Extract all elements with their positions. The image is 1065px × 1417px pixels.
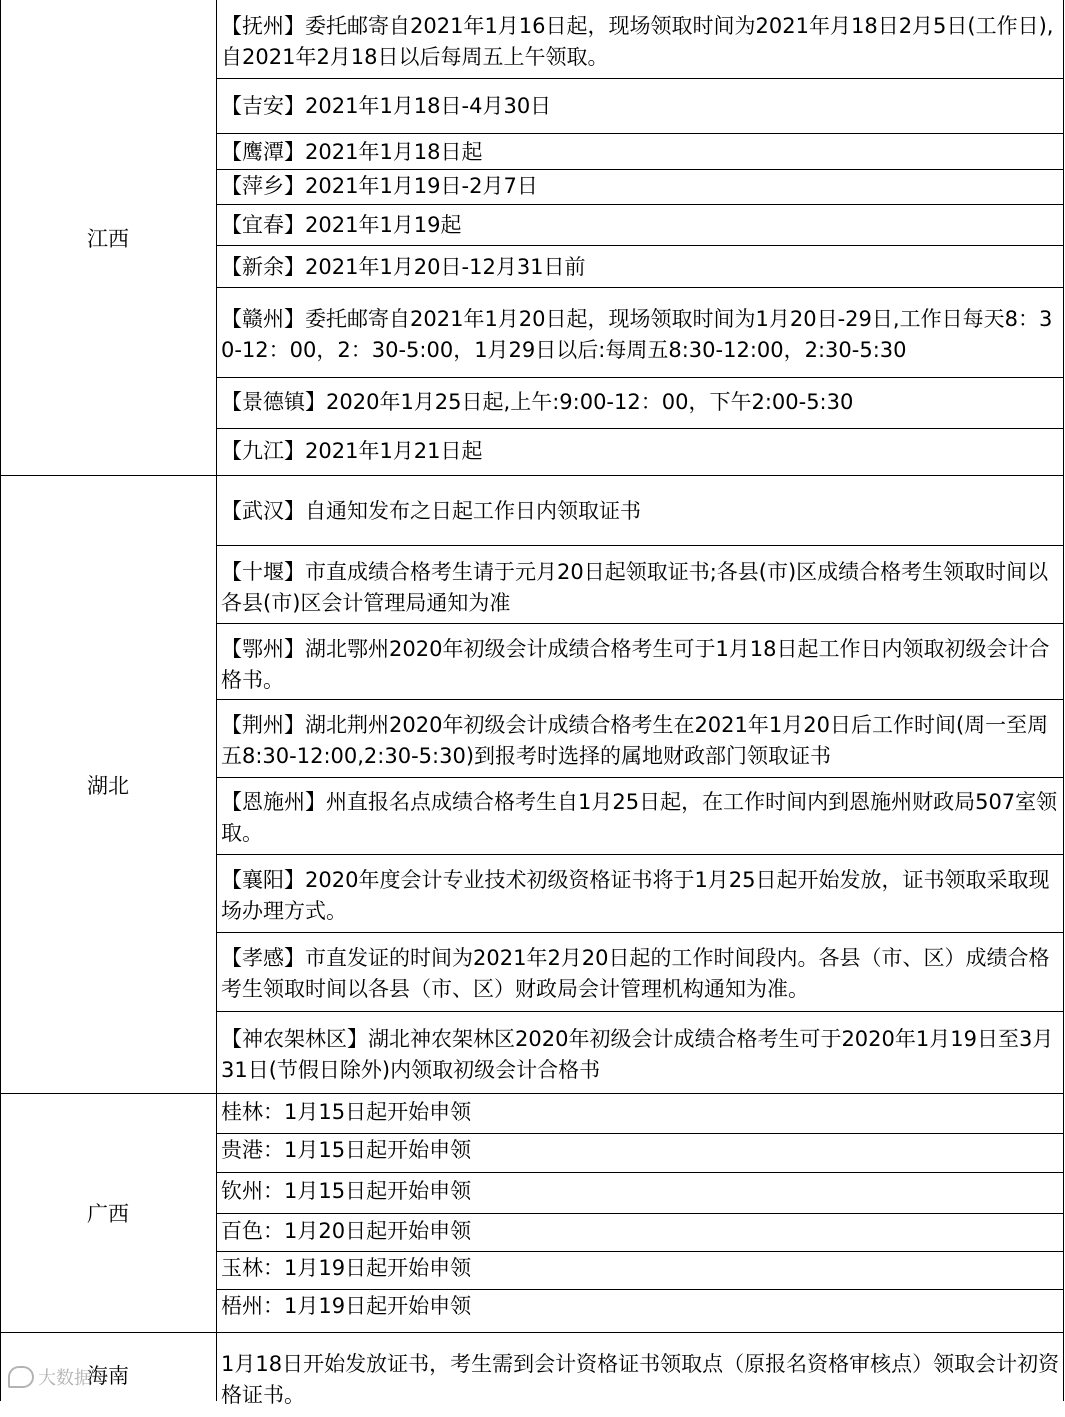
guangxi-row-baise: 百色：1月20日起开始申领 — [221, 1219, 472, 1243]
province-jiangxi: 江西 — [87, 226, 129, 251]
hubei-row-jingzhou: 【荆州】湖北荆州2020年初级会计成绩合格考生在2021年1月20日后工作时间(周一至周五8:30-12:00,2:30-5:30)到报考时选择的属地财政部门领取证书 — [221, 713, 1049, 768]
hainan-row: 1月18日开始发放证书，考生需到会计资格证书领取点（原报名资格审核点）领取会计初资格证书。 — [221, 1352, 1060, 1407]
jiangxi-row-ganzhou: 【赣州】委托邮寄自2021年1月20日起，现场领取时间为1月20日-29日,工作日每天8：30-12：00，2：30-5:00，1月29日以后:每周五8:30-12:00，2:30-5:30 — [221, 307, 1053, 362]
hubei-row-wuhan: 【武汉】自通知发布之日起工作日内领取证书 — [221, 499, 641, 523]
guangxi-row-guilin: 桂林：1月15日起开始申领 — [221, 1100, 472, 1124]
province-guangxi: 广西 — [87, 1202, 129, 1226]
guangxi-row-guigang: 贵港：1月15日起开始申领 — [221, 1138, 472, 1162]
province-hainan: 海南 — [87, 1364, 129, 1388]
guangxi-row-wuzhou: 梧州：1月19日起开始申领 — [221, 1294, 472, 1318]
guangxi-row-yulin: 玉林：1月19日起开始申领 — [221, 1256, 472, 1280]
guangxi-row-qinzhou: 钦州：1月15日起开始申领 — [221, 1179, 472, 1203]
jiangxi-row-yingtan: 【鹰潭】2021年1月18日起 — [221, 140, 483, 164]
hubei-row-xiaogan: 【孝感】市直发证的时间为2021年2月20日起的工作时间段内。各县（市、区）成绩合格考生领取时间以各县（市、区）财政局会计管理机构通知为准。 — [221, 946, 1050, 1001]
jiangxi-row-jingdezhen: 【景德镇】2020年1月25日起,上午:9:00-12：00，下午2:00-5:30 — [221, 390, 854, 414]
watermark-text: 大数据 — [38, 1368, 92, 1389]
hubei-row-enshi: 【恩施州】州直报名点成绩合格考生自1月25日起，在工作时间内到恩施州财政局507室领取。 — [221, 790, 1058, 845]
province-hubei: 湖北 — [87, 773, 129, 798]
jiangxi-row-pingxiang: 【萍乡】2021年1月19日-2月7日 — [221, 174, 538, 198]
jiangxi-row-yichun: 【宜春】2021年1月19起 — [221, 213, 462, 237]
jiangxi-row-fuzhou: 【抚州】委托邮寄自2021年1月16日起，现场领取时间为2021年月18日2月5日(工作日),自2021年2月18日以后每周五上午领取。 — [221, 14, 1054, 69]
watermark — [8, 1364, 92, 1390]
hubei-row-xiangyang: 【襄阳】2020年度会计专业技术初级资格证书将于1月25日起开始发放，证书领取采取现场办理方式。 — [221, 868, 1050, 923]
hubei-row-shennongjia: 【神农架林区】湖北神农架林区2020年初级会计成绩合格考生可于2020年1月19日至3月31日(节假日除外)内领取初级会计合格书 — [221, 1027, 1054, 1082]
jiangxi-row-xinyu: 【新余】2021年1月20日-12月31日前 — [221, 255, 586, 279]
watermark-logo-icon — [8, 1366, 34, 1388]
hubei-row-ezhou: 【鄂州】湖北鄂州2020年初级会计成绩合格考生可于1月18日起工作日内领取初级会计合格书。 — [221, 637, 1050, 692]
jiangxi-row-jiujiang: 【九江】2021年1月21日起 — [221, 439, 483, 463]
jiangxi-row-jian: 【吉安】2021年1月18日-4月30日 — [221, 94, 552, 118]
hubei-row-shiyan: 【十堰】市直成绩合格考生请于元月20日起领取证书;各县(市)区成绩合格考生领取时间以各县(市)区会计管理局通知为准 — [221, 560, 1049, 615]
